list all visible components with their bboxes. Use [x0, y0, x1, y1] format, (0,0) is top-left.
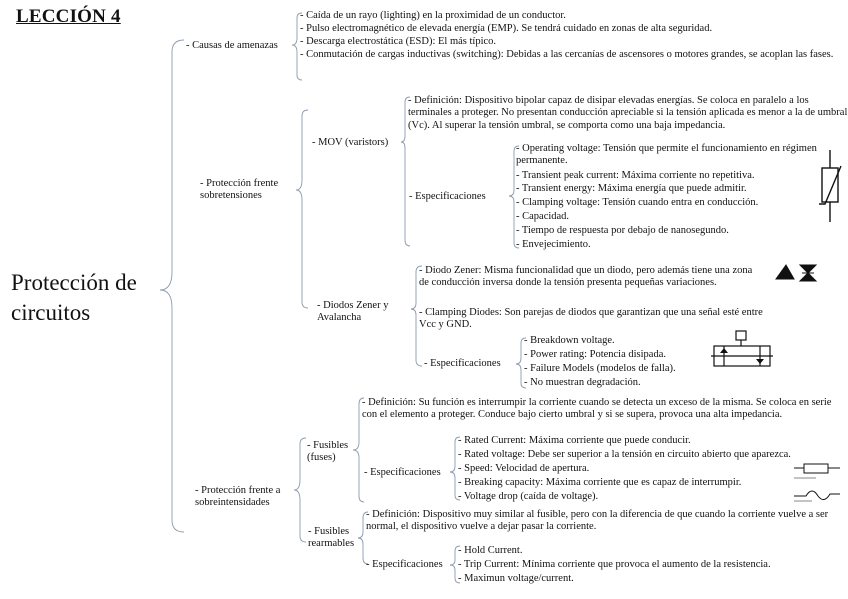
bidirectional-diode-icon: [772, 257, 824, 287]
mov-definition: - Definición: Dispositivo bipolar capaz de disipar elevadas energías. Se coloca en paralelo a los terminales a proteger. No presentan conducción apreciable si la tensión aplicada es menor a la de umbral (Vc). Al superar la tensión umbral, se comporta como una baja impedancia.: [408, 95, 848, 131]
mov-spec-5: - Capacidad.: [516, 211, 570, 222]
zener-diode: - Diodo Zener: Misma funcionalidad que un diodo, pero además tiene una zona de conducción inversa donde la tensión presenta pequeñas variaciones.: [419, 265, 753, 289]
fuses-definition: - Definición: Su función es interrumpir la corriente cuando se detecta un exceso de la misma. Se coloca en serie con el elemento a proteger. Conduce bajo cierto umbral y si se supera, provoca una alta impedancia.: [362, 397, 832, 421]
threat-item-4: - Conmutación de cargas inductivas (switching): Debidas a las cercanías de ascensores o motores grandes, se acoplan las fases.: [300, 49, 834, 60]
resettable-spec-2: - Trip Current: Mínima corriente que provoca el aumento de la resistencia.: [458, 559, 771, 570]
mov-spec-1: - Operating voltage: Tensión que permite el funcionamiento en régimen permanente.: [516, 143, 817, 167]
lesson-title: LECCIÓN 4: [16, 6, 121, 27]
resettable-spec-3: - Maximun voltage/current.: [458, 573, 574, 584]
fuses-spec-2: - Rated voltage: Debe ser superior a la tensión en circuito abierto que aparezca.: [458, 449, 791, 460]
threats-label: - Causas de amenazas: [186, 40, 278, 51]
mov-spec-7: - Envejecimiento.: [516, 239, 591, 250]
zener-spec-1: - Breakdown voltage.: [524, 335, 615, 346]
mov-spec-2: - Transient peak current: Máxima corriente no repetitiva.: [516, 170, 755, 181]
zener-spec-4: - No muestran degradación.: [524, 377, 641, 388]
root-title: Protección de circuitos: [11, 270, 137, 325]
fuses-specs-label: - Especificaciones: [364, 467, 441, 478]
resettable-spec-1: - Hold Current.: [458, 545, 523, 556]
fuses-spec-3: - Speed: Velocidad de apertura.: [458, 463, 590, 474]
mov-spec-6: - Tiempo de respuesta por debajo de nanosegundo.: [516, 225, 729, 236]
fuses-spec-1: - Rated Current: Máxima corriente que puede conducir.: [458, 435, 691, 446]
mov-spec-4: - Clamping voltage: Tensión cuando entra en conducción.: [516, 197, 759, 208]
overcurrent-label: - Protección frente a sobreintensidades: [195, 485, 281, 509]
varistor-symbol-icon: [813, 150, 847, 230]
threat-item-1: - Caída de un rayo (lighting) en la proximidad de un conductor.: [300, 10, 566, 21]
zener-label: - Diodos Zener y Avalancha: [317, 300, 389, 324]
mov-specs-label: - Especificaciones: [409, 191, 486, 202]
fuses-label: - Fusibles (fuses): [307, 440, 349, 464]
zener-spec-2: - Power rating: Potencia disipada.: [524, 349, 667, 360]
zener-specs-label: - Especificaciones: [424, 358, 501, 369]
fuse-symbol-icon: [792, 460, 842, 504]
fuses-spec-4: - Breaking capacity: Máxima corriente que es capaz de interrumpir.: [458, 477, 742, 488]
resettable-specs-label: - Especificaciones: [366, 559, 443, 570]
brace-overcurrent: [294, 438, 306, 542]
clamping-diodes-icon: [710, 330, 774, 374]
fuses-spec-5: - Voltage drop (caída de voltage).: [458, 491, 599, 502]
zener-spec-3: - Failure Models (modelos de falla).: [524, 363, 676, 374]
mov-spec-3: - Transient energy: Máxima energía que puede admitir.: [516, 183, 747, 194]
threat-item-2: - Pulso electromagnético de elevada energía (EMP). Se tendrá cuidado en zonas de alta seguridad.: [300, 23, 713, 34]
brace-overvoltage: [296, 110, 308, 308]
overvoltage-label: - Protección frente sobretensiones: [200, 178, 279, 202]
resettable-definition: - Definición: Dispositivo muy similar al fusible, pero con la diferencia de que cuando la corriente vuelve a ser normal, el dispositivo vuelve a dejar pasar la corriente.: [366, 509, 829, 533]
resettable-label: - Fusibles rearmables: [308, 526, 355, 550]
brace-root: [160, 40, 184, 532]
mov-label: - MOV (varistors): [312, 137, 389, 148]
clamping-diodes: - Clamping Diodes: Son parejas de diodos que garantizan que una señal esté entre Vcc y GND.: [419, 307, 763, 331]
threat-item-3: - Descarga electrostática (ESD): El más típico.: [300, 36, 497, 47]
